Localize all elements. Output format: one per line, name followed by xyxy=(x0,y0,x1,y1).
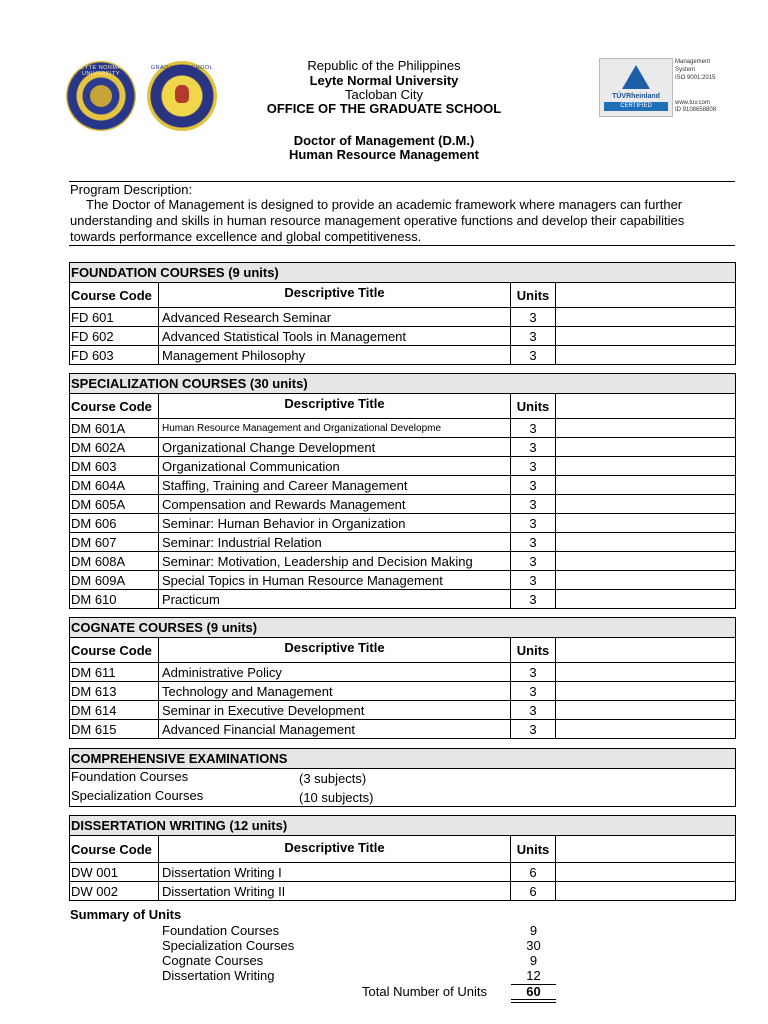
blank-cell xyxy=(556,308,735,327)
table-row xyxy=(70,719,735,739)
course-title: Staffing, Training and Career Management xyxy=(159,476,511,495)
course-title: Organizational Communication xyxy=(159,457,511,476)
column-header-title: Descriptive Title xyxy=(159,836,511,863)
course-code: DW 001 xyxy=(70,863,159,882)
course-code: DM 607 xyxy=(70,533,159,552)
column-header-code: Course Code xyxy=(70,638,159,663)
course-units: 3 xyxy=(511,308,556,327)
column-header-title: Descriptive Title xyxy=(159,283,511,308)
blank-cell xyxy=(556,720,735,739)
blank-cell xyxy=(556,533,735,552)
table-row xyxy=(70,700,735,720)
table-header-row xyxy=(70,835,735,863)
course-title: Organizational Change Development xyxy=(159,438,511,457)
summary-label: Cognate Courses xyxy=(162,953,264,968)
course-title: Human Resource Management and Organizational Developme xyxy=(159,419,511,438)
course-units: 3 xyxy=(511,419,556,438)
description-text: understanding and skills in human resource management operative functions and develop their capabilities xyxy=(70,213,685,228)
summary-title: Summary of Units xyxy=(70,907,182,922)
column-header-units: Units xyxy=(511,836,556,863)
course-units: 3 xyxy=(511,552,556,571)
course-title: Compensation and Rewards Management xyxy=(159,495,511,514)
column-header-title: Descriptive Title xyxy=(159,394,511,419)
summary-value: 30 xyxy=(526,938,541,953)
table-row xyxy=(70,307,735,327)
table-header-row xyxy=(70,393,735,419)
table-row xyxy=(70,494,735,514)
blank-cell xyxy=(556,882,735,901)
column-header-units: Units xyxy=(511,638,556,663)
course-code: DM 609A xyxy=(70,571,159,590)
table-title-bar xyxy=(70,263,735,282)
cert-line: Management xyxy=(675,59,711,65)
course-units: 6 xyxy=(511,882,556,901)
table-title-bar xyxy=(70,816,735,835)
course-units: 3 xyxy=(511,476,556,495)
double-underline xyxy=(511,1002,556,1003)
blank-cell xyxy=(556,495,735,514)
table-row xyxy=(70,345,735,365)
blank-cell xyxy=(556,476,735,495)
table-row xyxy=(70,475,735,495)
section-title: SPECIALIZATION COURSES (30 units) xyxy=(71,376,308,391)
summary-value: 9 xyxy=(529,953,538,968)
header-city: Tacloban City xyxy=(344,87,424,102)
course-units: 3 xyxy=(511,701,556,720)
cert-line: System xyxy=(675,67,696,73)
course-code: DM 603 xyxy=(70,457,159,476)
divider xyxy=(69,245,735,246)
cert-line: www.tuv.com xyxy=(675,100,710,106)
table-row xyxy=(70,881,735,901)
course-code: DM 611 xyxy=(70,663,159,682)
table-row xyxy=(70,589,735,609)
course-title: Dissertation Writing I xyxy=(159,863,511,882)
course-units: 3 xyxy=(511,663,556,682)
program-title: Doctor of Management (D.M.) xyxy=(293,133,475,148)
table-row xyxy=(70,418,735,438)
course-title: Management Philosophy xyxy=(159,346,511,365)
course-code: DM 602A xyxy=(70,438,159,457)
blank-cell xyxy=(556,327,735,346)
course-units: 6 xyxy=(511,863,556,882)
course-units: 3 xyxy=(511,346,556,365)
exam-value: (10 subjects) xyxy=(299,790,374,805)
table-row xyxy=(70,862,735,882)
course-units: 3 xyxy=(511,590,556,609)
dissertation-writing-table xyxy=(69,815,736,901)
course-code: DM 606 xyxy=(70,514,159,533)
course-units: 3 xyxy=(511,514,556,533)
course-code: DM 601A xyxy=(70,419,159,438)
specialization-courses-table xyxy=(69,373,736,609)
exam-value: (3 subjects) xyxy=(299,771,367,786)
blank-cell xyxy=(556,863,735,882)
header-office: OFFICE OF THE GRADUATE SCHOOL xyxy=(266,101,502,116)
blank-cell xyxy=(556,394,735,419)
blank-cell xyxy=(556,638,735,663)
course-title: Dissertation Writing II xyxy=(159,882,511,901)
header-university: Leyte Normal University xyxy=(309,73,459,88)
course-title: Seminar: Motivation, Leadership and Decision Making xyxy=(159,552,511,571)
column-header-code: Course Code xyxy=(70,394,159,419)
table-row xyxy=(70,437,735,457)
course-units: 3 xyxy=(511,571,556,590)
table-row xyxy=(70,532,735,552)
foundation-courses-table xyxy=(69,262,736,365)
course-code: DM 604A xyxy=(70,476,159,495)
course-title: Special Topics in Human Resource Management xyxy=(159,571,511,590)
program-subtitle: Human Resource Management xyxy=(289,147,479,162)
course-code: DW 002 xyxy=(70,882,159,901)
course-units: 3 xyxy=(511,457,556,476)
seal-caption: LEYTE NORMAL UNIVERSITY xyxy=(76,65,126,77)
course-title: Seminar: Industrial Relation xyxy=(159,533,511,552)
description-label: Program Description: xyxy=(70,182,193,197)
section-title: COGNATE COURSES (9 units) xyxy=(71,620,258,635)
course-units: 3 xyxy=(511,720,556,739)
blank-cell xyxy=(556,346,735,365)
column-header-title: Descriptive Title xyxy=(159,638,511,663)
course-title: Seminar in Executive Development xyxy=(159,701,511,720)
header-republic: Republic of the Philippines xyxy=(307,58,461,73)
exam-label: Specialization Courses xyxy=(71,788,204,803)
blank-cell xyxy=(556,457,735,476)
course-code: DM 608A xyxy=(70,552,159,571)
tuv-brand: TÜVRheinland xyxy=(612,93,660,100)
cognate-courses-table xyxy=(69,617,736,739)
course-units: 3 xyxy=(511,495,556,514)
table-title-bar xyxy=(70,374,735,393)
table-row xyxy=(70,326,735,346)
course-code: DM 605A xyxy=(70,495,159,514)
course-code: FD 601 xyxy=(70,308,159,327)
table-row xyxy=(70,681,735,701)
table-title-bar xyxy=(70,618,735,637)
summary-total-label: Total Number of Units xyxy=(362,984,487,999)
course-title: Advanced Financial Management xyxy=(159,720,511,739)
section-title: FOUNDATION COURSES (9 units) xyxy=(71,265,279,280)
column-header-code: Course Code xyxy=(70,836,159,863)
course-code: DM 615 xyxy=(70,720,159,739)
comprehensive-exams-table xyxy=(69,748,736,807)
seal-caption: GRADUATE SCHOOL xyxy=(150,65,214,71)
summary-value: 12 xyxy=(526,968,541,983)
blank-cell xyxy=(556,283,735,308)
course-units: 3 xyxy=(511,438,556,457)
summary-value: 9 xyxy=(529,923,538,938)
section-title: COMPREHENSIVE EXAMINATIONS xyxy=(71,751,288,766)
blank-cell xyxy=(556,419,735,438)
exam-label: Foundation Courses xyxy=(71,769,189,784)
column-header-units: Units xyxy=(511,283,556,308)
description-text: The Doctor of Management is designed to provide an academic framework where managers can further xyxy=(86,197,683,212)
table-row xyxy=(70,551,735,571)
summary-label: Dissertation Writing xyxy=(162,968,275,983)
course-units: 3 xyxy=(511,533,556,552)
description-text: towards performance excellence and global competitiveness. xyxy=(70,229,422,244)
course-units: 3 xyxy=(511,327,556,346)
blank-cell xyxy=(556,438,735,457)
cert-line: ISO 9001:2015 xyxy=(675,75,716,81)
course-code: FD 602 xyxy=(70,327,159,346)
table-header-row xyxy=(70,282,735,308)
course-title: Technology and Management xyxy=(159,682,511,701)
cert-line: ID 9108658808 xyxy=(675,107,717,113)
summary-total-value: 60 xyxy=(526,984,541,999)
blank-cell xyxy=(556,836,735,863)
blank-cell xyxy=(556,663,735,682)
summary-label: Specialization Courses xyxy=(162,938,295,953)
blank-cell xyxy=(556,514,735,533)
blank-cell xyxy=(556,682,735,701)
table-row xyxy=(70,662,735,682)
course-title: Practicum xyxy=(159,590,511,609)
course-title: Advanced Research Seminar xyxy=(159,308,511,327)
blank-cell xyxy=(556,590,735,609)
table-title-bar xyxy=(70,749,735,768)
course-code: DM 613 xyxy=(70,682,159,701)
certified-band: CERTIFIED xyxy=(604,102,668,111)
table-header-row xyxy=(70,637,735,663)
column-header-code: Course Code xyxy=(70,283,159,308)
table-row xyxy=(70,456,735,476)
course-code: DM 614 xyxy=(70,701,159,720)
summary-label: Foundation Courses xyxy=(162,923,280,938)
table-row xyxy=(70,513,735,533)
section-title: DISSERTATION WRITING (12 units) xyxy=(71,818,288,833)
course-title: Advanced Statistical Tools in Management xyxy=(159,327,511,346)
course-code: FD 603 xyxy=(70,346,159,365)
course-code: DM 610 xyxy=(70,590,159,609)
exam-rows xyxy=(70,768,735,807)
table-row xyxy=(70,570,735,590)
blank-cell xyxy=(556,571,735,590)
column-header-units: Units xyxy=(511,394,556,419)
course-title: Seminar: Human Behavior in Organization xyxy=(159,514,511,533)
blank-cell xyxy=(556,701,735,720)
blank-cell xyxy=(556,552,735,571)
course-units: 3 xyxy=(511,682,556,701)
course-title: Administrative Policy xyxy=(159,663,511,682)
double-underline xyxy=(511,999,556,1000)
